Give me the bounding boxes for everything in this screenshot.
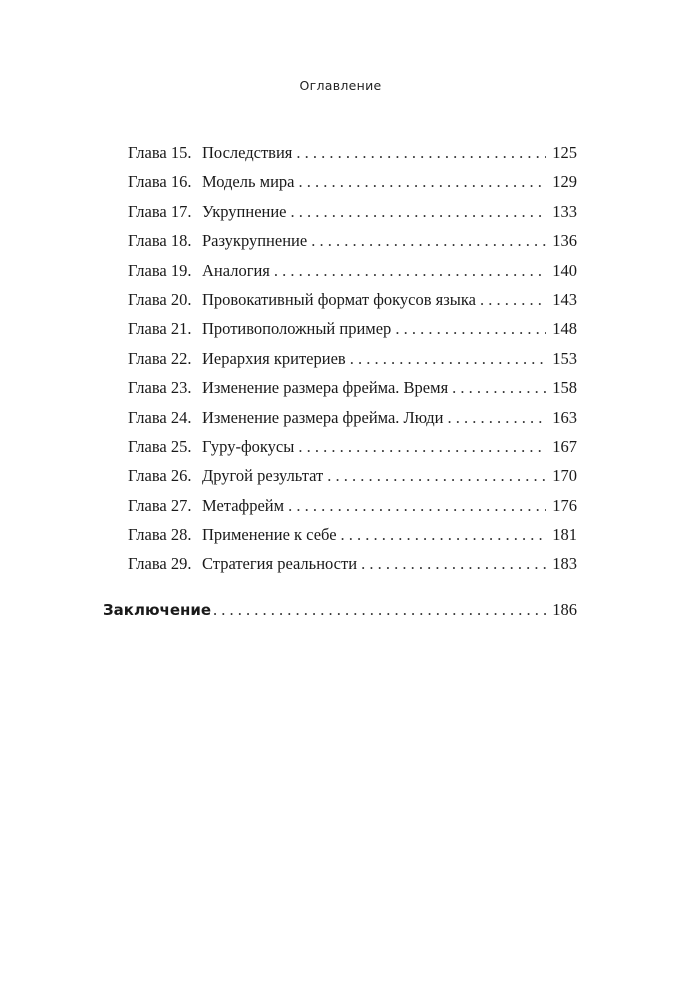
- toc-entry-chapter-15[interactable]: [128, 143, 577, 172]
- table-of-contents: [128, 143, 577, 584]
- dot-leader: [291, 202, 547, 222]
- chapter-title: Иерархия критериев: [202, 348, 346, 368]
- toc-entry-chapter-24[interactable]: [128, 408, 577, 437]
- toc-entry-chapter-23[interactable]: [128, 378, 577, 407]
- dot-leader: [395, 319, 546, 339]
- chapter-label: Глава 19.: [128, 260, 192, 280]
- dot-leader: [298, 172, 546, 192]
- chapter-label: Глава 16.: [128, 172, 192, 192]
- dot-leader: [274, 261, 546, 281]
- chapter-title: Противоположный пример: [202, 319, 392, 339]
- toc-entry-chapter-20[interactable]: [128, 290, 577, 319]
- dot-leader: [452, 378, 546, 398]
- chapter-label: Глава 22.: [128, 348, 192, 368]
- running-head: Оглавление: [299, 78, 382, 93]
- chapter-label: Глава 28.: [128, 525, 192, 545]
- chapter-title: Применение к себе: [202, 525, 337, 545]
- dot-leader: [480, 290, 546, 310]
- page-number: 170: [552, 466, 577, 486]
- page-number: 153: [552, 348, 577, 368]
- toc-entry-chapter-29[interactable]: [128, 554, 577, 583]
- page-number: 163: [552, 407, 577, 427]
- chapter-title: Аналогия: [202, 260, 270, 280]
- chapter-title: Изменение размера фрейма. Время: [202, 378, 449, 398]
- dot-leader: [361, 554, 546, 574]
- toc-entry-chapter-18[interactable]: [128, 231, 577, 260]
- toc-entry-chapter-16[interactable]: [128, 172, 577, 201]
- page-number: 183: [552, 554, 577, 574]
- page-number: 148: [552, 319, 577, 339]
- dot-leader: [311, 231, 546, 251]
- chapter-label: Глава 18.: [128, 231, 192, 251]
- page-number: 186: [552, 600, 577, 619]
- chapter-label: Глава 15.: [128, 143, 192, 162]
- chapter-label: Глава 25.: [128, 436, 192, 456]
- chapter-label: Глава 24.: [128, 407, 192, 427]
- toc-entry-chapter-28[interactable]: [128, 525, 577, 554]
- page-number: 158: [552, 378, 577, 398]
- page-number: 129: [552, 172, 577, 192]
- page-number: 176: [552, 495, 577, 515]
- toc-entry-conclusion[interactable]: [103, 600, 577, 620]
- page-number: 181: [552, 525, 577, 545]
- dot-leader: [350, 349, 547, 369]
- chapter-title: Изменение размера фрейма. Люди: [202, 407, 444, 427]
- page-number: 143: [552, 289, 577, 309]
- dot-leader: [288, 496, 546, 516]
- toc-entry-chapter-19[interactable]: [128, 261, 577, 290]
- toc-entry-chapter-25[interactable]: [128, 437, 577, 466]
- chapter-title: Укрупнение: [202, 201, 287, 221]
- toc-entry-chapter-17[interactable]: [128, 202, 577, 231]
- dot-leader: [213, 600, 546, 620]
- dot-leader: [327, 466, 546, 486]
- dot-leader: [296, 143, 546, 163]
- toc-entry-chapter-21[interactable]: [128, 319, 577, 348]
- chapter-title: Модель мира: [202, 172, 295, 192]
- dot-leader: [447, 408, 546, 428]
- page-number: 140: [552, 260, 577, 280]
- chapter-title: Другой результат: [202, 466, 324, 486]
- page-number: 136: [552, 231, 577, 251]
- chapter-label: Глава 26.: [128, 466, 192, 486]
- chapter-title: Провокативный формат фокусов языка: [202, 289, 476, 309]
- chapter-label: Глава 27.: [128, 495, 192, 515]
- toc-entry-chapter-22[interactable]: [128, 349, 577, 378]
- chapter-label: Глава 29.: [128, 554, 192, 574]
- toc-entry-chapter-26[interactable]: [128, 466, 577, 495]
- chapter-title: Стратегия реальности: [202, 554, 358, 574]
- toc-entry-chapter-27[interactable]: [128, 496, 577, 525]
- dot-leader: [341, 525, 547, 545]
- chapter-title: Последствия: [202, 143, 293, 162]
- dot-leader: [298, 437, 546, 457]
- page-number: 133: [552, 201, 577, 221]
- chapter-label: Глава 17.: [128, 201, 192, 221]
- chapter-title: Разукрупнение: [202, 231, 308, 251]
- conclusion-title: Заключение: [103, 601, 212, 619]
- chapter-label: Глава 20.: [128, 289, 192, 309]
- chapter-title: Гуру-фокусы: [202, 436, 295, 456]
- page-number: 125: [552, 143, 577, 162]
- chapter-label: Глава 21.: [128, 319, 192, 339]
- page-number: 167: [552, 436, 577, 456]
- chapter-title: Метафрейм: [202, 495, 285, 515]
- chapter-label: Глава 23.: [128, 378, 192, 398]
